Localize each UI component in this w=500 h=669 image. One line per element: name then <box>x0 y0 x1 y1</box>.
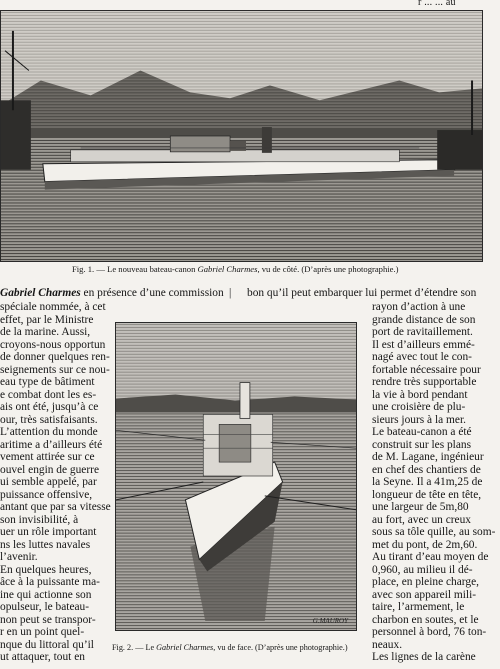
right-column-line: sous sa tôle quille, au som- <box>372 526 496 538</box>
left-column-line: puissance offensive, <box>0 488 93 501</box>
right-column-line: construit sur les plans <box>372 438 472 451</box>
right-column-line: taire, l’armement, le <box>372 601 465 613</box>
left-column-line: opulseur, le bateau- <box>0 601 90 613</box>
ship-name-bold: Gabriel Charmes <box>0 287 81 299</box>
right-column-line: nagé avec tout le con- <box>372 351 472 363</box>
figure-2-caption <box>112 643 348 652</box>
right-column-line: met du pont, de 2m,60. <box>372 538 478 551</box>
right-column-line: une largeur de 5m,80 <box>372 501 469 513</box>
left-column-line: ine qui actionne son <box>0 588 92 601</box>
top-line-right-text: bon qu’il peut embarquer lui permet d’étendre son <box>247 287 477 299</box>
left-column-line: vement attirée sur ce <box>0 451 95 463</box>
right-column-line: en chef des chantiers de <box>372 463 481 476</box>
engraver-signature: G.MAUROY <box>312 617 348 625</box>
left-column-line: L’attention du monde <box>0 426 98 438</box>
left-column-line: aritime a d’ailleurs été <box>0 438 103 451</box>
right-column-line: au fort, avec un creux <box>372 513 471 526</box>
text-top-line <box>0 287 224 300</box>
left-column-line: ns les luttes navales <box>0 538 91 551</box>
figure-1-caption-ship-name: Gabriel Charmes <box>197 264 258 274</box>
figure-1-engraving <box>0 10 483 262</box>
right-column-line: rendre très supportable <box>372 376 477 388</box>
figure-2-caption-prefix: Fig. 2. — Le <box>112 643 157 652</box>
right-column-line: 0,960, au milieu il dé- <box>372 563 473 576</box>
right-column-line: Il est d’ailleurs emmé- <box>372 338 475 351</box>
left-column-line: seignements sur ce nou- <box>0 363 110 376</box>
left-column-line: l’avenir. <box>0 551 38 563</box>
left-column-line: nque du littoral qu’il <box>0 638 94 651</box>
left-column-line: e combat dont les es- <box>0 388 97 401</box>
left-column-line: de la marine. Aussi, <box>0 326 91 338</box>
left-column-line: âce à la puissante ma- <box>0 576 100 588</box>
column-separator: | <box>229 287 232 299</box>
right-column-line: Le bateau-canon a été <box>372 426 472 438</box>
right-column-line: place, en pleine charge, <box>372 576 479 588</box>
right-column-line: longueur de tête en tête, <box>372 488 482 501</box>
figure-1-caption-suffix: , vu de côté. (D’après une photographie.) <box>257 264 399 274</box>
left-column-line: croyons-nous opportun <box>0 338 106 351</box>
left-column-line: de donner quelques ren- <box>0 351 110 363</box>
right-column-line: rayon d’action à une <box>372 301 466 313</box>
figure-2-caption-ship-name: Gabriel Charmes <box>156 643 214 652</box>
left-column-line: son invisibilité, à <box>0 513 79 526</box>
right-column-line: Au tirant d’eau moyen de <box>372 551 489 563</box>
figure-2-caption-suffix: , vu de face. (D’après une photographie.) <box>213 643 348 652</box>
left-column-line: non peut se transpor- <box>0 613 96 626</box>
left-column-line: ut attaquer, tout en <box>0 651 85 663</box>
left-column-line: r en un point quel- <box>0 626 85 638</box>
right-column-line: fortable nécessaire pour <box>372 363 481 376</box>
figure-1-caption-prefix: Fig. 1. — Le nouveau bateau-canon <box>72 264 198 274</box>
left-column-line: ui semble appelé, par <box>0 476 97 488</box>
right-column-line: la Seyne. Il a 41m,25 de <box>372 476 483 488</box>
page-header-fragment: r ... ... au <box>418 0 456 8</box>
right-column-line: personnel à bord, 76 ton- <box>372 626 487 638</box>
right-column-line: port de ravitaillement. <box>372 326 473 338</box>
left-column-line: spéciale nommée, à cet <box>0 301 106 313</box>
top-line-left-text: en présence d’une commission <box>80 287 224 299</box>
right-column-line: une croisière de plu- <box>372 401 466 413</box>
left-column-line: En quelques heures, <box>0 563 92 576</box>
left-column-line: uer un rôle important <box>0 526 97 538</box>
right-column-line: sieurs jours à la mer. <box>372 413 466 426</box>
right-column-line: grande distance de son <box>372 313 476 326</box>
right-column-line: neaux. <box>372 638 403 651</box>
left-column-line: effet, par le Ministre <box>0 313 94 326</box>
left-column-line: ouvel engin de guerre <box>0 463 99 476</box>
right-column-line: de M. Lagane, ingénieur <box>372 451 484 463</box>
right-column-line: la vie à bord pendant <box>372 388 468 401</box>
figure-2-engraving <box>115 322 357 631</box>
figure-1-caption <box>72 264 398 274</box>
left-column-line: our, très satisfaisants. <box>0 413 98 426</box>
left-column-line: eau type de bâtiment <box>0 376 95 388</box>
left-column-line: antant que par sa vitesse <box>0 501 111 513</box>
right-column-line: charbon en soutes, et le <box>372 613 479 626</box>
right-column-line: avec son appareil mili- <box>372 588 477 601</box>
left-column-line: ais ont été, jusqu’à ce <box>0 401 99 413</box>
right-column-line: Les lignes de la carène <box>372 651 476 663</box>
